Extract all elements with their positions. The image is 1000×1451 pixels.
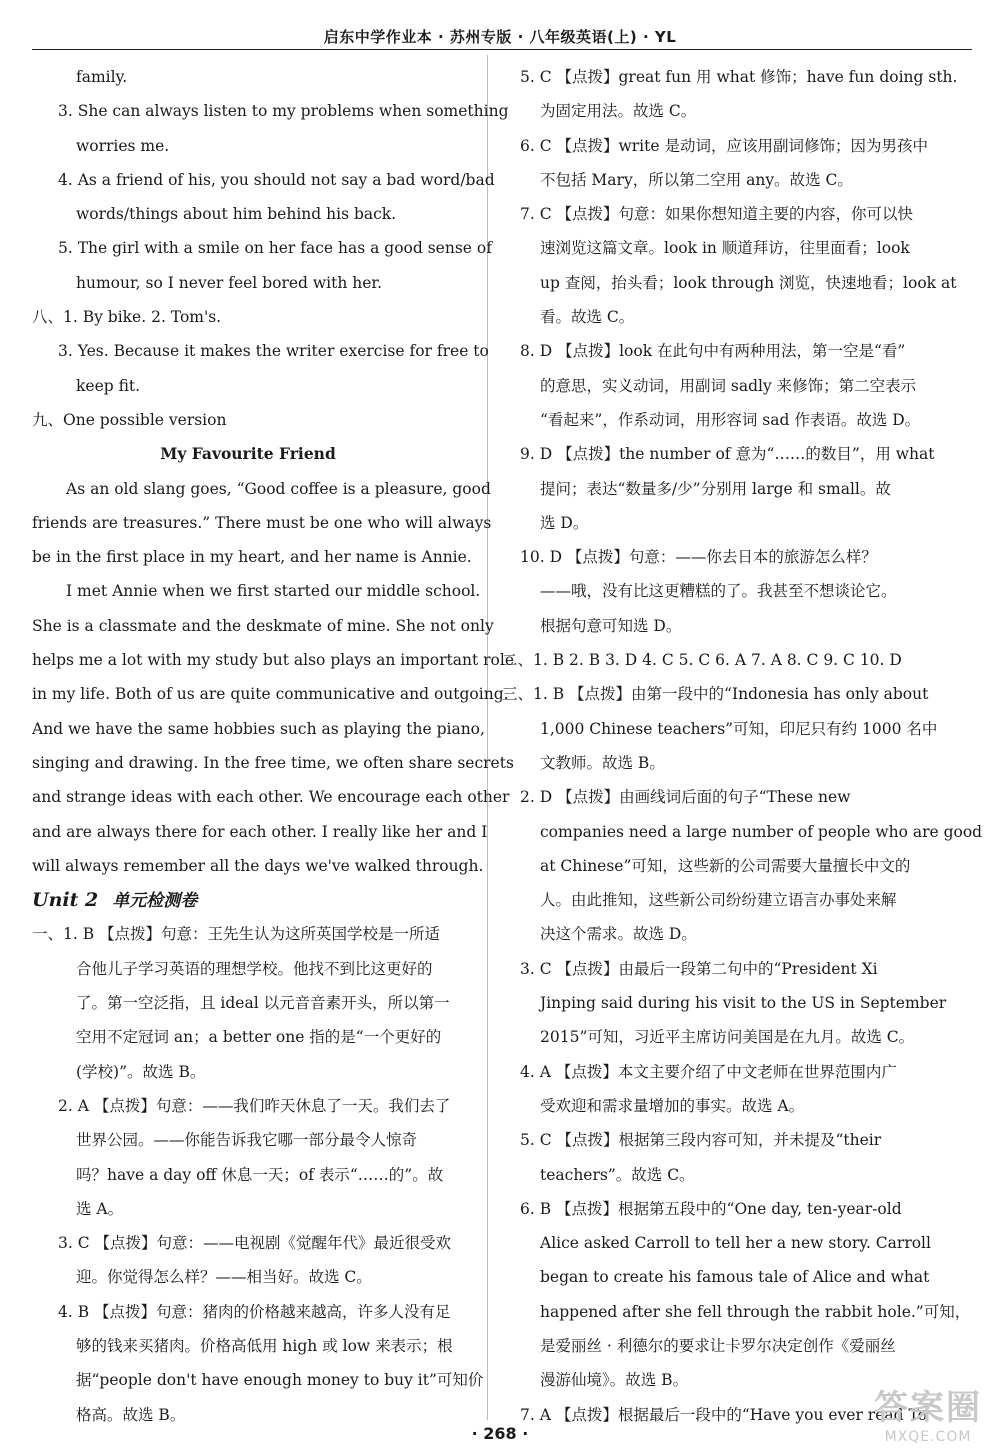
- text-line: She is a classmate and the deskmate of mine. She not only: [32, 616, 494, 635]
- text-line: 是爱丽丝 · 利德尔的要求让卡罗尔决定创作《爱丽丝: [540, 1336, 896, 1355]
- text-line: 5. C 【点拨】根据第三段内容可知，并未提及“their: [520, 1131, 882, 1150]
- text-line: ——哦，没有比这更糟糕的了。我甚至不想谈论它。: [540, 582, 897, 601]
- text-line: 7. A 【点拨】根据最后一段中的“Have you ever read To: [520, 1405, 927, 1424]
- text-line: 4. A 【点拨】本文主要介绍了中文老师在世界范围内广: [520, 1062, 897, 1081]
- text-line: and are always there for each other. I really like her and I: [32, 822, 488, 841]
- text-line: teachers”。故选 C。: [540, 1165, 695, 1184]
- watermark-logo: [874, 1380, 982, 1445]
- unit-heading: [32, 883, 464, 917]
- watermark-url: MXQE.COM: [884, 1429, 972, 1445]
- text-line: 据“people don't have enough money to buy it”可知价: [76, 1371, 484, 1390]
- text-line: words/things about him behind his back.: [76, 205, 397, 224]
- text-line: 二、1. B 2. B 3. D 4. C 5. C 6. A 7. A 8. C 9. C 10. D: [502, 651, 902, 670]
- text-line: 8. D 【点拨】look 在此句中有两种用法，第一空是“看”: [520, 342, 906, 361]
- text-line: 10. D 【点拨】句意：——你去日本的旅游怎么样？: [520, 548, 877, 567]
- text-line: 迎。你觉得怎么样？——相当好。故选 C。: [76, 1268, 372, 1287]
- text-line: I met Annie when we first started our middle school.: [66, 582, 481, 601]
- text-line: keep fit.: [76, 376, 141, 395]
- text-line: 文教师。故选 B。: [540, 753, 665, 772]
- header-rule: [32, 49, 972, 50]
- text-line: companies need a large number of people who are good: [540, 822, 983, 841]
- text-line: worries me.: [76, 136, 170, 155]
- text-line: 世界公园。——你能告诉我它哪一部分最令人惊奇: [76, 1131, 418, 1150]
- text-line: began to create his famous tale of Alice and what: [540, 1268, 930, 1287]
- text-line: Alice asked Carroll to tell her a new story. Carroll: [540, 1234, 931, 1253]
- text-line: 7. C 【点拨】句意：如果你想知道主要的内容，你可以快: [520, 205, 914, 224]
- text-line: 3. C 【点拨】由最后一段第二句中的“President Xi: [520, 959, 878, 978]
- text-line: 够的钱来买猪肉。价格高低用 high 或 low 来表示；根: [76, 1336, 453, 1355]
- text-line: up 查阅，抬头看；look through 浏览，快速地看；look at: [540, 273, 957, 292]
- text-line: 选 A。: [76, 1199, 124, 1218]
- text-line: Jinping said during his visit to the US in September: [540, 994, 947, 1013]
- unit-title: Unit 2: [32, 889, 99, 912]
- text-line: 根据句意可知选 D。: [540, 616, 682, 635]
- text-line: And we have the same hobbies such as playing the piano,: [32, 719, 485, 738]
- text-line: 吗？have a day off 休息一天；of 表示“……的”。故: [76, 1165, 444, 1184]
- text-line: 九、One possible version: [32, 410, 227, 429]
- unit-subtitle: 单元检测卷: [112, 891, 198, 912]
- text-line: helps me a lot with my study but also plays an important role: [32, 651, 515, 670]
- text-line: 4. B 【点拨】句意：猪肉的价格越来越高，许多人没有足: [58, 1302, 451, 1321]
- text-line: in my life. Both of us are quite communicative and outgoing.: [32, 685, 509, 704]
- text-line: 看。故选 C。: [540, 308, 635, 327]
- watermark-text: 答案圈: [874, 1388, 982, 1428]
- page-number: · 268 ·: [471, 1424, 529, 1443]
- page-header: 启东中学作业本 · 苏州专版 · 八年级英语(上) · YL: [323, 28, 677, 46]
- text-line: 5. C 【点拨】great fun 用 what 修饰；have fun doing sth.: [520, 68, 958, 86]
- text-line: 不包括 Mary，所以第二空用 any。故选 C。: [540, 170, 853, 189]
- text-line: be in the first place in my heart, and her name is Annie.: [32, 548, 472, 567]
- text-line: at Chinese”可知，这些新的公司需要大量擅长中文的: [540, 856, 911, 875]
- text-line: “看起来”，作系动词，用形容词 sad 作表语。故选 D。: [540, 410, 921, 429]
- text-line: 八、1. By bike. 2. Tom's.: [32, 308, 222, 327]
- text-line: 空用不定冠词 an；a better one 指的是“一个更好的: [76, 1028, 442, 1047]
- text-line: (学校)”。故选 B。: [76, 1062, 206, 1081]
- text-line: family.: [76, 68, 128, 86]
- text-line: 5. The girl with a smile on her face has a good sense of: [58, 239, 492, 258]
- text-line: 2. A 【点拨】句意：——我们昨天休息了一天。我们去了: [58, 1096, 451, 1115]
- text-line: 选 D。: [540, 513, 589, 532]
- text-line: 3. C 【点拨】句意：——电视剧《觉醒年代》最近很受欢: [58, 1234, 452, 1253]
- text-line: 了。第一空泛指，且 ideal 以元音音素开头，所以第一: [76, 994, 450, 1013]
- text-line: humour, so I never feel bored with her.: [76, 273, 383, 292]
- text-line: 3. She can always listen to my problems when something: [58, 102, 509, 121]
- text-line: will always remember all the days we've walked through.: [32, 856, 484, 875]
- text-line: 2. D 【点拨】由画线词后面的句子“These new: [520, 788, 851, 807]
- text-line: As an old slang goes, “Good coffee is a pleasure, good: [66, 479, 491, 498]
- text-line: 人。由此推知，这些新公司纷纷建立语言办事处来解: [540, 891, 897, 910]
- text-line: 提问；表达“数量多/少”分别用 large 和 small。故: [540, 479, 891, 498]
- text-line: 三、1. B 【点拨】由第一段中的“Indonesia has only about: [502, 685, 929, 704]
- text-line: and strange ideas with each other. We encourage each other: [32, 788, 510, 807]
- text-line: 6. C 【点拨】write 是动词，应该用副词修饰；因为男孩中: [520, 136, 928, 155]
- text-line: 9. D 【点拨】the number of 意为“……的数目”，用 what: [520, 445, 935, 464]
- text-line: 格高。故选 B。: [76, 1405, 186, 1424]
- text-line: 决这个需求。故选 D。: [540, 925, 697, 944]
- text-line: 2015”可知，习近平主席访问美国是在九月。故选 C。: [540, 1028, 915, 1047]
- text-line: 1,000 Chinese teachers”可知，印尼只有约 1000 名中: [540, 719, 938, 738]
- text-line: 合他儿子学习英语的理想学校。他找不到比这更好的: [76, 959, 433, 978]
- text-line: 3. Yes. Because it makes the writer exercise for free to: [58, 342, 489, 361]
- essay-title: My Favourite Friend: [160, 444, 336, 464]
- text-line: 为固定用法。故选 C。: [540, 102, 697, 121]
- text-line: singing and drawing. In the free time, we often share secrets: [32, 753, 514, 772]
- text-line: 6. B 【点拨】根据第五段中的“One day, ten-year-old: [520, 1199, 902, 1218]
- text-line: 速浏览这篇文章。look in 顺道拜访，往里面看；look: [540, 239, 910, 258]
- text-line: happened after she fell through the rabbit hole.”可知，: [540, 1302, 971, 1321]
- text-line: 受欢迎和需求量增加的事实。故选 A。: [540, 1096, 805, 1115]
- text-line: 4. As a friend of his, you should not say a bad word/bad: [58, 170, 495, 189]
- text-line: 一、1. B 【点拨】句意：王先生认为这所英国学校是一所适: [32, 925, 441, 944]
- left-column: [32, 60, 515, 1432]
- text-line: 漫游仙境》。故选 B。: [540, 1371, 689, 1390]
- text-line: 的意思，实义动词，用副词 sadly 来修饰；第二空表示: [540, 376, 917, 395]
- text-line: friends are treasures.” There must be one who will always: [32, 513, 492, 532]
